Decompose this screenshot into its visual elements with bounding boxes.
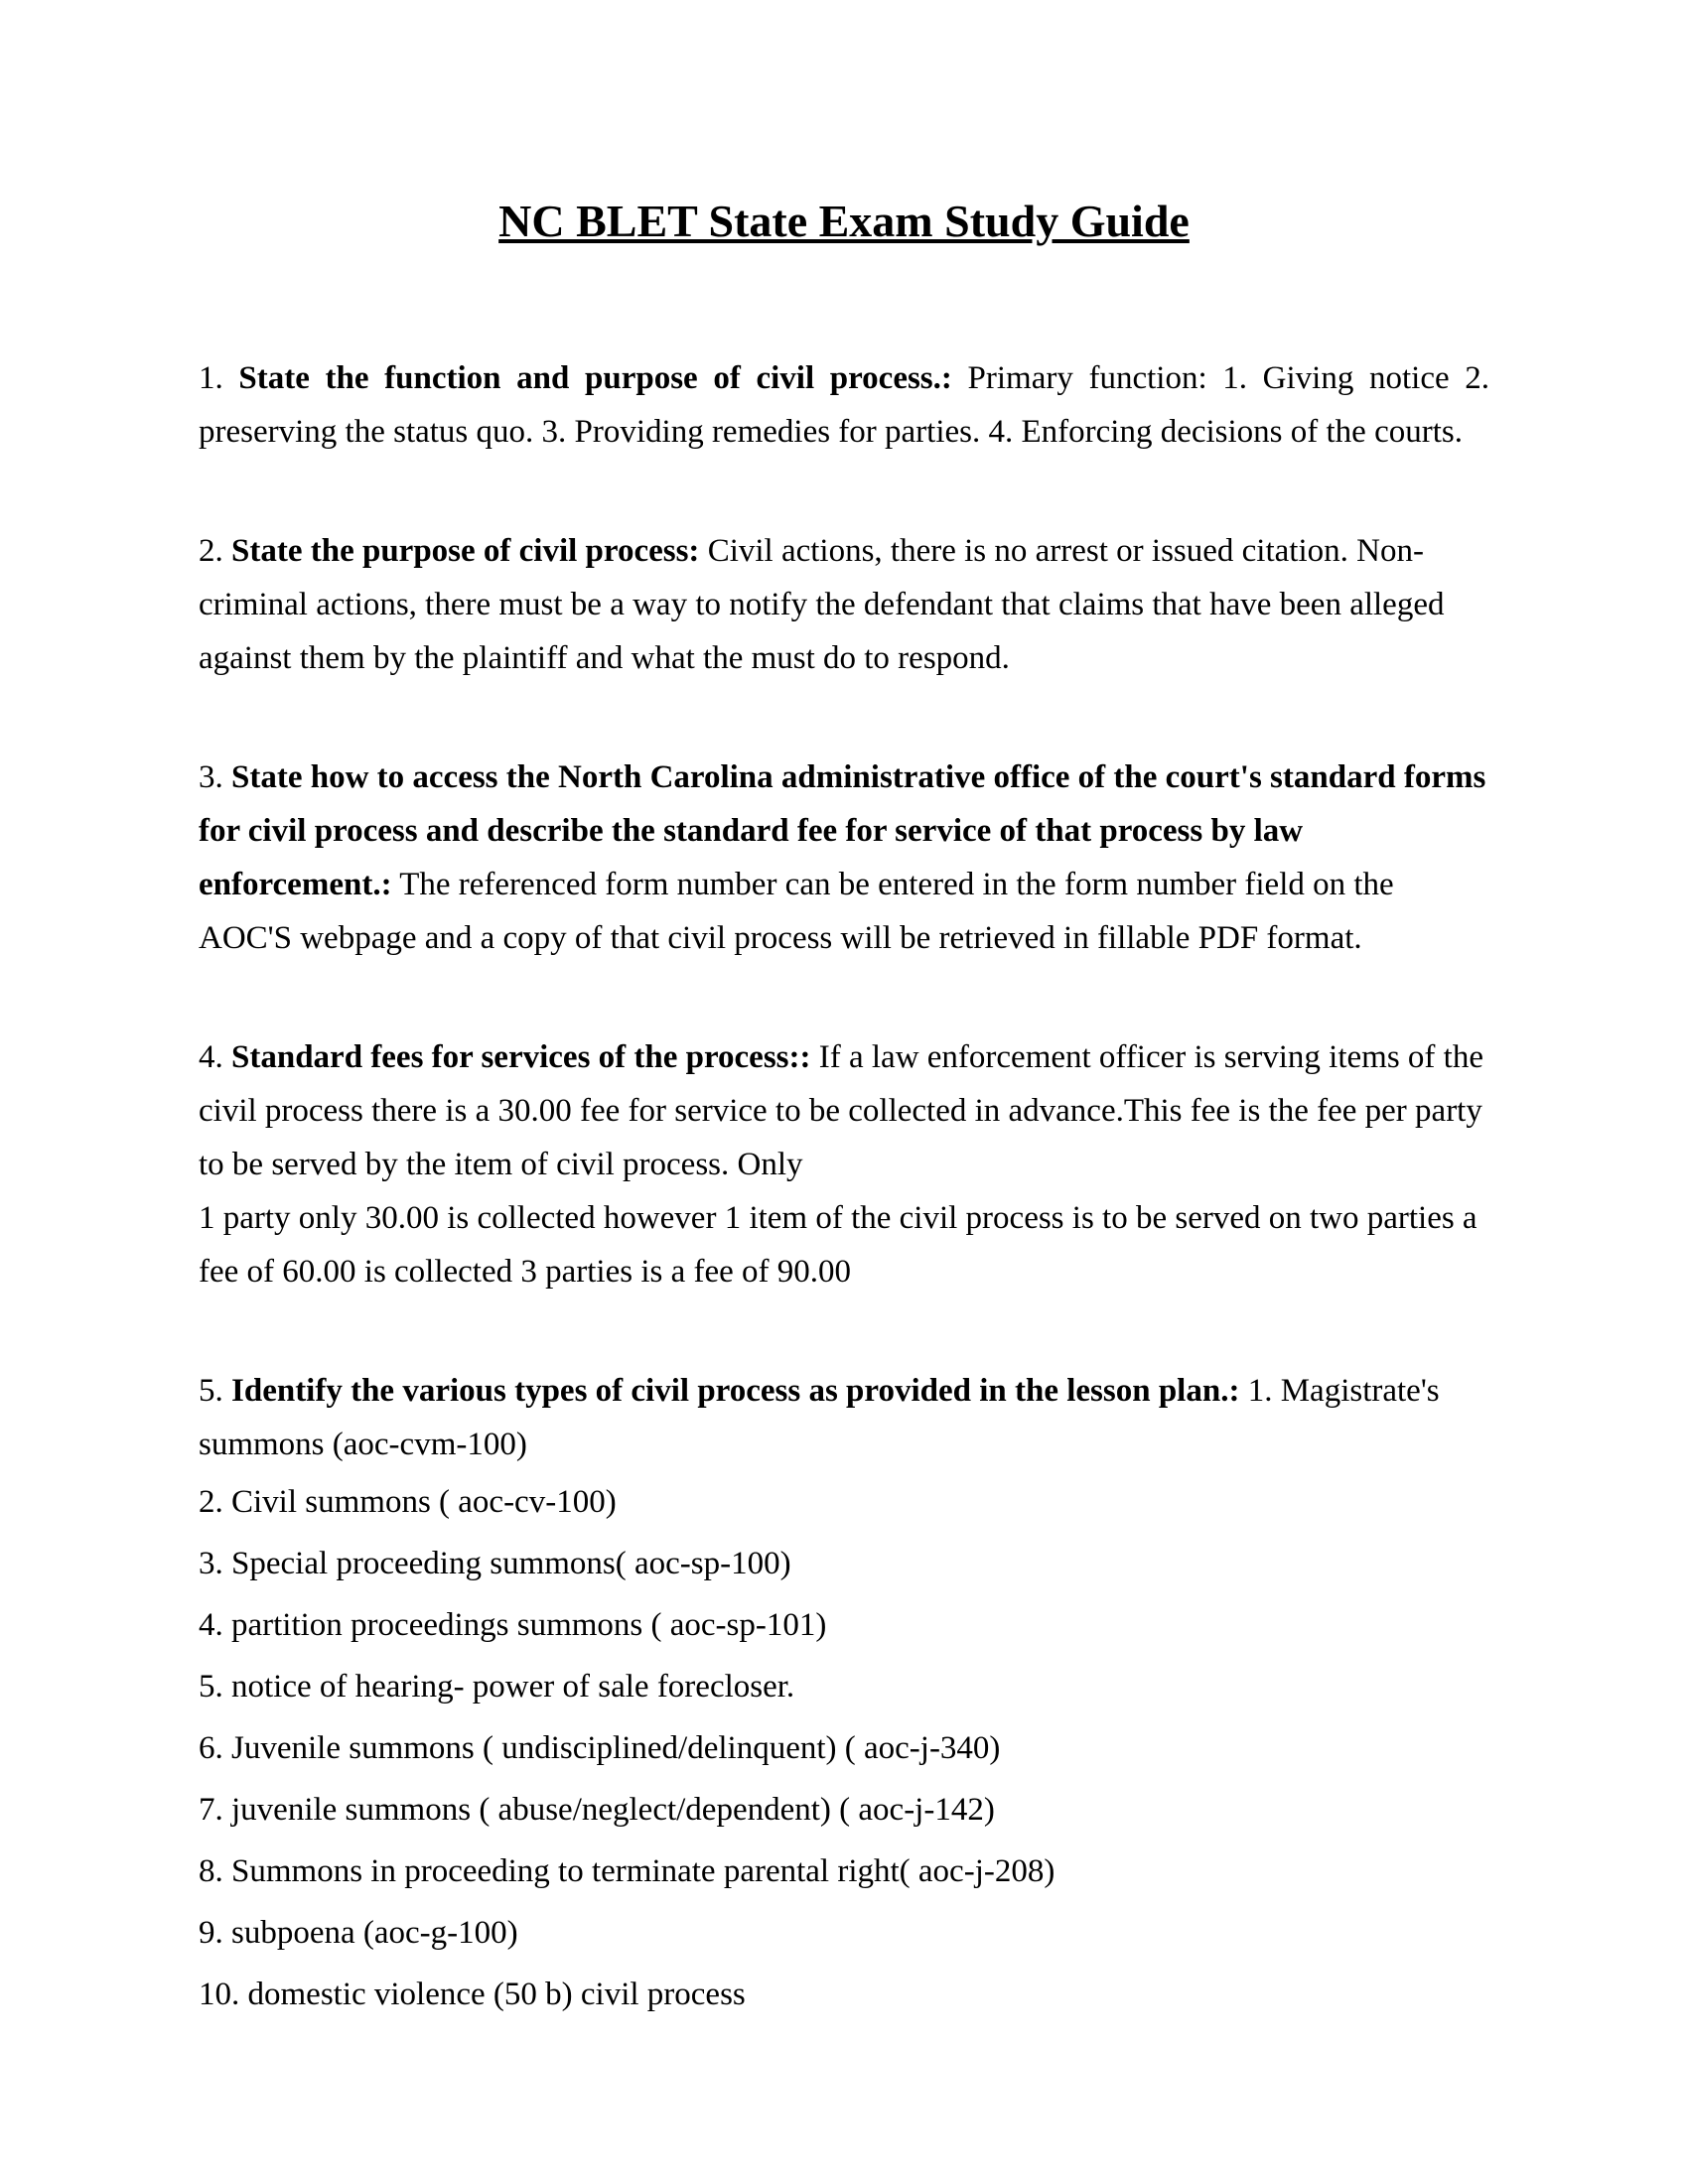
question-2 bbox=[199, 524, 1489, 685]
list-item: 3. Special proceeding summons( aoc-sp-100) bbox=[199, 1546, 791, 1581]
list-item: 8. Summons in proceeding to terminate parental right( aoc-j-208) bbox=[199, 1853, 1055, 1889]
question-3-body: The referenced form number can be entered in the form number field on the AOC'S webpage and a copy of that civil process will be retrieved in fillable PDF format. bbox=[199, 867, 1394, 956]
question-4-heading: Standard fees for services of the process:: bbox=[231, 1039, 811, 1075]
list-item: 6. Juvenile summons ( undisciplined/delinquent) ( aoc-j-340) bbox=[199, 1730, 1001, 1766]
list-item: 9. subpoena (aoc-g-100) bbox=[199, 1915, 518, 1951]
list-item: 10. domestic violence (50 b) civil process bbox=[199, 1977, 746, 2012]
question-5-number: 5. bbox=[199, 1373, 223, 1409]
question-5-body: 1. Magistrate's summons (aoc-cvm-100) bbox=[199, 1373, 1440, 1462]
question-2-number: 2. bbox=[199, 533, 223, 569]
list-item: 2. Civil summons ( aoc-cv-100) bbox=[199, 1484, 617, 1520]
question-4 bbox=[199, 1030, 1489, 1191]
list-item: 7. juvenile summons ( abuse/neglect/dependent) ( aoc-j-142) bbox=[199, 1792, 995, 1828]
question-3-number: 3. bbox=[199, 759, 223, 795]
question-4-number: 4. bbox=[199, 1039, 223, 1075]
question-3 bbox=[199, 751, 1489, 965]
question-4-body: If a law enforcement officer is serving items of the civil process there is a 30.00 fee for service to be collected in advance.This fee is the fee per party to be served by the item of civil process. Only bbox=[199, 1039, 1483, 1182]
list-item: 4. partition proceedings summons ( aoc-sp-101) bbox=[199, 1607, 827, 1643]
question-1-body: Primary function: 1. Giving notice 2. preserving the status quo. 3. Providing remedies for parties. 4. Enforcing decisions of the courts. bbox=[199, 360, 1490, 450]
question-1-number: 1. bbox=[199, 360, 223, 396]
list-item: 5. notice of hearing- power of sale forecloser. bbox=[199, 1669, 795, 1705]
question-5-heading: Identify the various types of civil process as provided in the lesson plan.: bbox=[231, 1373, 1240, 1409]
question-5 bbox=[199, 1364, 1489, 1471]
question-2-heading: State the purpose of civil process: bbox=[231, 533, 700, 569]
question-1 bbox=[199, 351, 1489, 459]
question-4-continuation: 1 party only 30.00 is collected however 1 item of the civil process is to be served on two parties a fee of 60.00 is collected 3 parties is a fee of 90.00 bbox=[199, 1200, 1477, 1290]
question-2-body: Civil actions, there is no arrest or issued citation. Non-criminal actions, there must be a way to notify the defendant that claims that have been alleged against them by the plaintiff and what the must do to respond. bbox=[199, 533, 1445, 676]
question-1-heading: State the function and purpose of civil process.: bbox=[238, 360, 952, 396]
civil-process-list bbox=[199, 1471, 1489, 2025]
document-title: NC BLET State Exam Study Guide bbox=[498, 196, 1190, 246]
question-3-heading: State how to access the North Carolina administrative office of the court's standard forms for civil process and describe the standard fee for service of that process by law enforcement.: bbox=[199, 759, 1486, 902]
